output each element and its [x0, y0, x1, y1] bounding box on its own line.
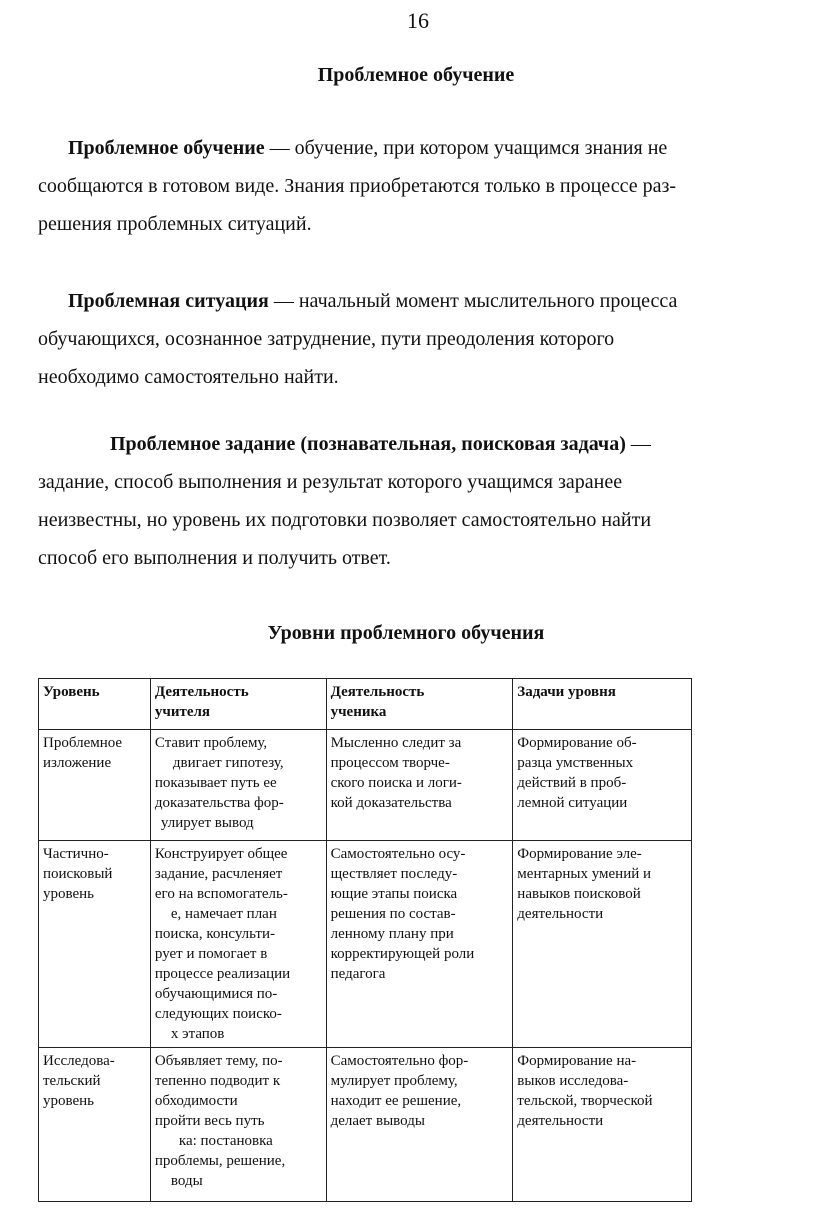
cell-level-tasks: Формирование об- разца умственных действий в проб- лемной ситуации: [513, 730, 692, 841]
page-title: Проблемное обучение: [317, 64, 515, 86]
paragraph-line: сообщаются в готовом виде. Знания приобретаются только в процессе раз-: [38, 175, 677, 197]
cell-teacher-activity: Объявляет тему, по- тепенно подводит к обходимости пройти весь путь ка: постановка проблемы, решение, воды: [150, 1048, 326, 1202]
table-row: [39, 1048, 692, 1202]
term: Проблемное задание (познавательная, поисковая задача): [110, 433, 626, 455]
cell-student-activity: Самостоятельно фор- мулирует проблему, находит ее решение, делает выводы: [326, 1048, 513, 1202]
table-row: [39, 730, 692, 841]
table-row: [39, 841, 692, 1048]
paragraph-line: Проблемное обучение — обучение, при котором учащимся знания не: [68, 137, 668, 159]
cell-student-activity: Мысленно следит за процессом творче- ского поиска и логи- кой доказательства: [326, 730, 513, 841]
header-student-activity: Деятельность ученика: [326, 679, 513, 730]
paragraph-line: неизвестны, но уровень их подготовки позволяет самостоятельно найти: [38, 509, 652, 531]
page-number: 16: [407, 8, 429, 33]
header-teacher-activity: Деятельность учителя: [150, 679, 326, 730]
header-level-tasks: Задачи уровня: [513, 679, 692, 730]
paragraph-line: Проблемное задание (познавательная, поисковая задача) —: [110, 433, 651, 455]
paragraph-line: решения проблемных ситуаций.: [38, 213, 312, 235]
cell-level-tasks: Формирование эле- ментарных умений и навыков поисковой деятельности: [513, 841, 692, 1048]
table-title: Уровни проблемного обучения: [267, 622, 545, 644]
paragraph-line: задание, способ выполнения и результат которого учащимся заранее: [38, 471, 623, 493]
definition-problem-task: [38, 425, 786, 577]
table-header-row: [39, 679, 692, 730]
levels-table: [38, 678, 692, 1202]
cell-level: Исследова- тельский уровень: [39, 1048, 151, 1202]
cell-level: Проблемное изложение: [39, 730, 151, 841]
header-level: Уровень: [39, 679, 151, 730]
definition-problem-situation: [38, 282, 786, 396]
cell-student-activity: Самостоятельно осу- ществляет последу- ющие этапы поиска решения по состав- ленному плану при корректирующей роли педагога: [326, 841, 513, 1048]
cell-teacher-activity: Ставит проблему, двигает гипотезу, показывает путь ее доказательства фор- улирует вывод: [150, 730, 326, 841]
definition-problem-learning: [38, 129, 786, 243]
paragraph-line: обучающихся, осознанное затруднение, пути преодоления которого: [38, 328, 615, 350]
paragraph-line: необходимо самостоятельно найти.: [38, 366, 339, 388]
cell-level-tasks: Формирование на- выков исследова- тельской, творческой деятельности: [513, 1048, 692, 1202]
cell-level: Частично- поисковый уровень: [39, 841, 151, 1048]
paragraph-line: способ его выполнения и получить ответ.: [38, 547, 391, 569]
paragraph-line: Проблемная ситуация — начальный момент мыслительного процесса: [68, 290, 678, 312]
term: Проблемное обучение: [68, 137, 265, 159]
cell-teacher-activity: Конструирует общее задание, расчленяет его на вспомогатель- е, намечает план поиска, консульти- рует и помогает в процессе реализации обучающимися по- следующих поиско- х этапов: [150, 841, 326, 1048]
term: Проблемная ситуация: [68, 290, 269, 312]
